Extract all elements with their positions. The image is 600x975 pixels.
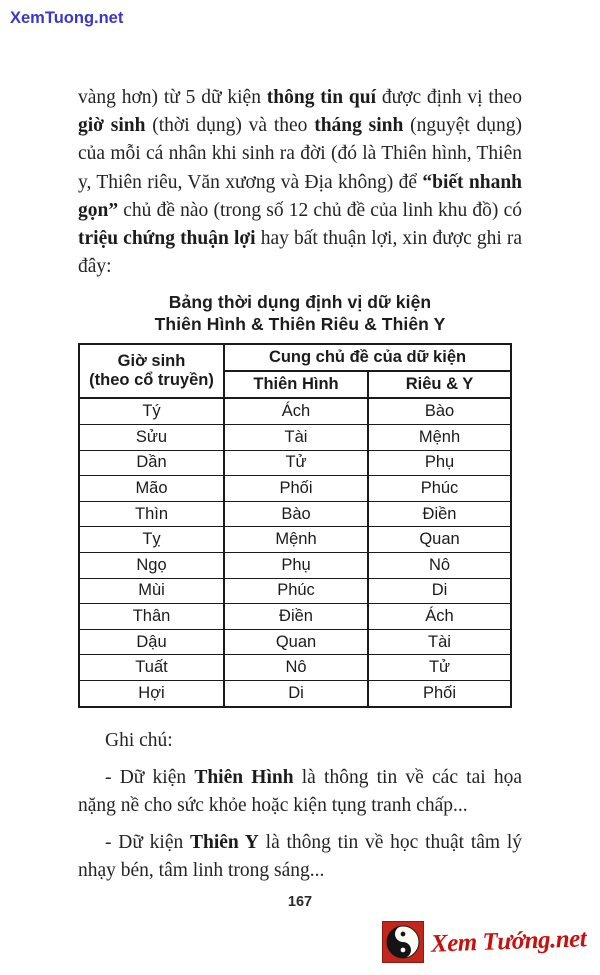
site-logo-bottom[interactable] [382,921,586,963]
column-header-rieu-y: Riêu & Y [368,371,511,398]
hinh-cell: Điền [224,604,368,630]
thoi-dung-table [78,343,512,707]
hour-header-line1: Giờ sinh [117,352,186,371]
hour-cell: Dần [79,450,224,476]
hinh-cell: Tử [224,450,368,476]
note-thien-y [78,829,522,885]
rieuy-cell: Di [368,578,511,604]
table-row [79,450,511,476]
hinh-cell: Di [224,680,368,706]
hour-cell: Tỵ [79,527,224,553]
hour-cell: Thìn [79,501,224,527]
rieuy-cell: Phụ [368,450,511,476]
hour-cell: Mão [79,476,224,502]
rieuy-cell: Tử [368,655,511,681]
hour-cell: Tuất [79,655,224,681]
text-run: hay bất thuận lợi, xin được ghi ra đây: [78,228,523,278]
table-row [79,604,511,630]
rieuy-cell: Quan [368,527,511,553]
bold-term: tháng sinh [314,115,404,137]
table-title [78,292,522,335]
hour-cell: Ngọ [79,552,224,578]
text-run: (thời dụng) và theo [145,115,315,137]
hour-cell: Mùi [79,578,224,604]
table-row [79,680,511,706]
hour-header-line2: (theo cổ truyền) [89,371,214,390]
text-run: - Dữ kiện [105,832,190,854]
bold-term: thông tin quí [266,87,376,108]
rieuy-cell: Phúc [368,476,511,502]
page-content [78,84,522,886]
footer-logo-text: Xem Tướng.net [430,925,587,958]
text-run: chủ đề nào (trong số 12 chủ đề của linh khu đồ) có [118,199,522,221]
hinh-cell: Tài [224,425,368,451]
rieuy-cell: Bào [368,398,511,424]
bold-term: triệu chứng thuận lợi [78,228,256,250]
bold-term: Thiên Hình [194,766,294,788]
rieuy-cell: Tài [368,629,511,655]
hinh-cell: Phúc [224,578,368,604]
hour-cell: Hợi [79,680,224,706]
rieuy-cell: Phối [368,680,511,706]
hinh-cell: Ách [224,398,368,424]
text-run: là thông tin về các tai họa nặng nề cho sức khỏe hoặc kiện tụng tranh chấp... [78,766,523,816]
hinh-cell: Mệnh [224,527,368,553]
rieuy-cell: Mệnh [368,425,511,451]
hour-cell: Tý [79,398,224,424]
hour-cell: Dậu [79,629,224,655]
hinh-cell: Phụ [224,552,368,578]
table-row [79,527,511,553]
hinh-cell: Bào [224,501,368,527]
bold-term: Thiên Y [190,832,259,854]
rieuy-cell: Ách [368,604,511,630]
text-run: (nguyệt dụng) của mỗi cá nhân khi sinh ra đời (đó là Thiên hình, Thiên y, Thiên riêu, Văn xương và Địa không) để [78,115,523,193]
table-row [79,501,511,527]
note-thien-hinh [78,764,522,820]
hinh-cell: Nô [224,655,368,681]
text-run: được định vị theo [376,87,522,108]
bold-term: “biết nhanh gọn” [78,171,523,221]
table-row [79,655,511,681]
text-run: - Dữ kiện [105,766,195,788]
table-title-line2: Thiên Hình & Thiên Riêu & Thiên Y [154,313,446,334]
table-row [79,425,511,451]
table-row [79,552,511,578]
hour-cell: Thân [79,604,224,630]
column-header-group: Cung chủ đề của dữ kiện [224,344,511,371]
rieuy-cell: Điền [368,501,511,527]
table-title-line1: Bảng thời dụng định vị dữ kiện [168,292,432,313]
notes-heading: Ghi chú: [105,729,173,751]
column-header-thien-hinh: Thiên Hình [224,371,368,398]
hour-cell: Sửu [79,425,224,451]
hinh-cell: Quan [224,629,368,655]
page-number: 167 [287,894,313,910]
text-run: là thông tin về học thuật tâm lý nhạy bén, tâm linh trong sáng... [78,832,522,882]
site-logo-top[interactable]: XemTuong.net [10,9,124,27]
bold-term: giờ sinh [78,115,146,137]
table-row [79,398,511,424]
table-row [79,476,511,502]
table-row [79,629,511,655]
text-run: vàng hơn) từ 5 dữ kiện [78,87,267,108]
hinh-cell: Phối [224,476,368,502]
intro-paragraph [78,84,522,281]
yin-yang-icon [382,921,424,963]
column-header-hour [79,344,224,398]
rieuy-cell: Nô [368,552,511,578]
table-row [79,578,511,604]
